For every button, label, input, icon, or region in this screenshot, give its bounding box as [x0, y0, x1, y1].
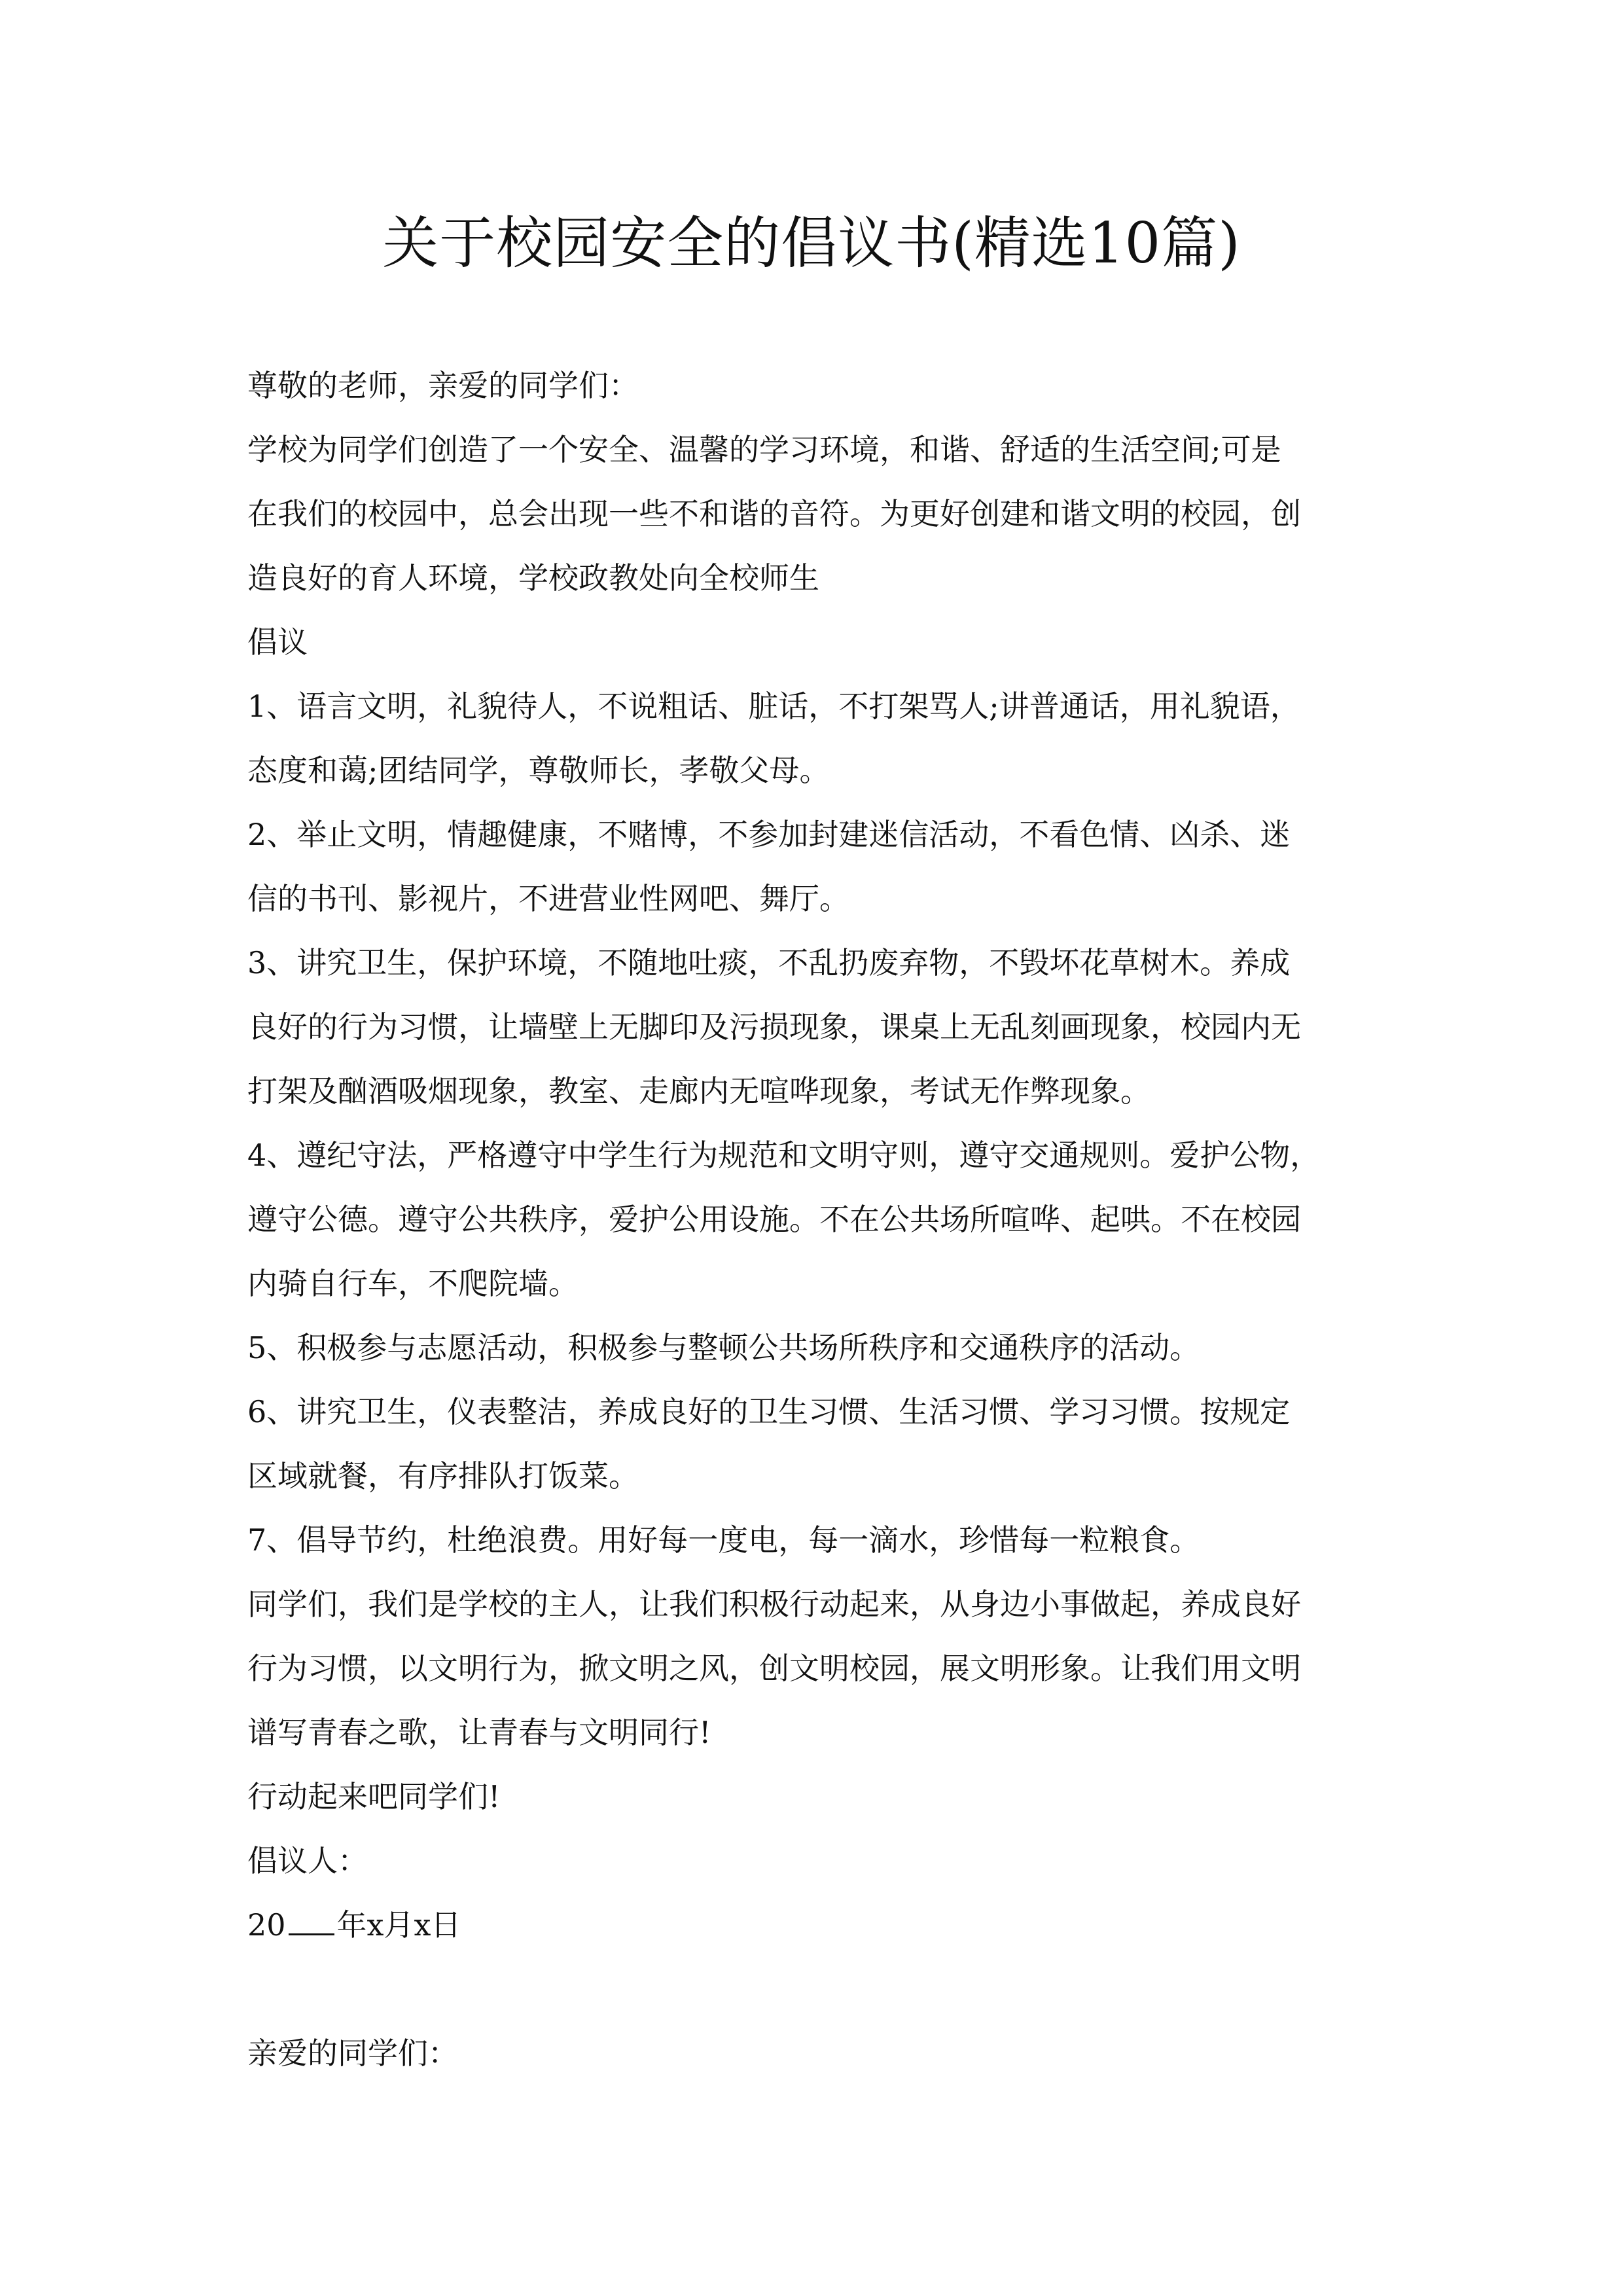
closing-paragraph-line: 行为习惯，以文明行为，掀文明之风，创文明校园，展文明形象。让我们用文明	[247, 1651, 1301, 1686]
proposal-item-line: 打架及酗酒吸烟现象，教室、走廊内无喧哗现象，考试无作弊现象。	[247, 1073, 1150, 1109]
proposal-item-line: 态度和蔼;团结同学，尊敬师长，孝敬父母。	[247, 753, 830, 788]
section-gap	[247, 1957, 1393, 2021]
proposal-item-line: 2、举止文明，情趣健康，不赌博，不参加封建迷信活动，不看色情、凶杀、迷	[247, 817, 1291, 852]
date-blank	[289, 1907, 334, 1935]
closing-paragraph-line: 谱写青春之歌，让青春与文明同行!	[247, 1715, 711, 1750]
proposal-item-line: 内骑自行车，不爬院墙。	[247, 1266, 579, 1301]
date-year-prefix: 20	[247, 1907, 286, 1943]
paragraph-line: 造良好的育人环境，学校政教处向全校师生	[247, 560, 819, 596]
proposal-item-line: 3、讲究卫生，保护环境，不随地吐痰，不乱扔废弃物，不毁坏花草树木。养成	[247, 945, 1291, 980]
second-letter-salutation: 亲爱的同学们：	[247, 2036, 458, 2071]
proposal-item-line: 7、倡导节约，杜绝浪费。用好每一度电，每一滴水，珍惜每一粒粮食。	[247, 1522, 1200, 1558]
proposal-item-line: 6、讲究卫生，仪表整洁，养成良好的卫生习惯、生活习惯、学习习惯。按规定	[247, 1394, 1291, 1429]
signature-label: 倡议人：	[247, 1843, 368, 1878]
proposal-item-line: 遵守公德。遵守公共秩序，爱护公用设施。不在公共场所喧哗、起哄。不在校园	[247, 1202, 1301, 1237]
proposal-item-line: 1、语言文明，礼貌待人，不说粗话、脏话，不打架骂人;讲普通话，用礼貌语，	[247, 689, 1300, 724]
closing-paragraph-line: 同学们，我们是学校的主人，让我们积极行动起来，从身边小事做起，养成良好	[247, 1587, 1301, 1622]
call-to-action: 行动起来吧同学们!	[247, 1779, 501, 1814]
paragraph-line: 学校为同学们创造了一个安全、温馨的学习环境，和谐、舒适的生活空间;可是	[247, 432, 1281, 467]
proposal-item-line: 4、遵纪守法，严格遵守中学生行为规范和文明守则，遵守交通规则。爱护公物，	[247, 1138, 1321, 1173]
proposal-item-line: 5、积极参与志愿活动，积极参与整顿公共场所秩序和交通秩序的活动。	[247, 1330, 1200, 1365]
paragraph-line: 在我们的校园中，总会出现一些不和谐的音符。为更好创建和谐文明的校园，创	[247, 496, 1301, 531]
document-title: 关于校园安全的倡议书(精选10篇)	[382, 211, 1241, 276]
date-line	[247, 1893, 1393, 1957]
salutation: 尊敬的老师，亲爱的同学们：	[247, 368, 639, 403]
proposal-heading: 倡议	[247, 624, 308, 660]
date-month-day: 年x月x日	[336, 1907, 461, 1943]
proposal-item-line: 信的书刊、影视片，不进营业性网吧、舞厅。	[247, 881, 849, 916]
document-body	[247, 353, 1393, 2085]
proposal-item-line: 良好的行为习惯，让墙壁上无脚印及污损现象，课桌上无乱刻画现象，校园内无	[247, 1009, 1301, 1045]
proposal-item-line: 区域就餐，有序排队打饭菜。	[247, 1458, 639, 1494]
